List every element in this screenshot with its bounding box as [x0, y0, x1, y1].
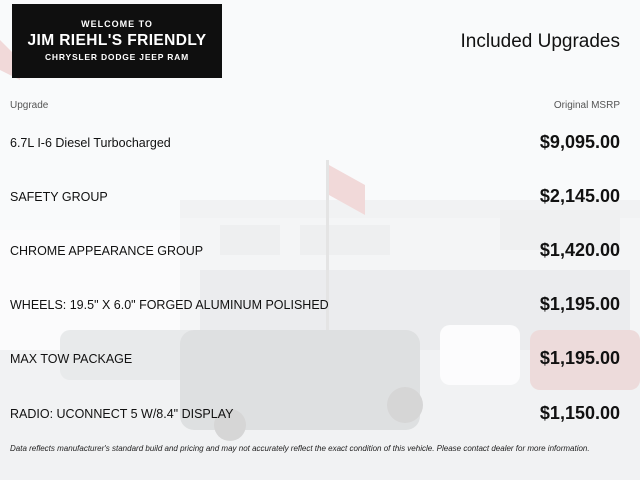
upgrade-price: $1,420.00 — [539, 240, 620, 260]
upgrade-row — [10, 132, 620, 156]
upgrade-row — [10, 348, 620, 372]
upgrade-price: $1,195.00 — [539, 294, 620, 314]
page-title: Included Upgrades — [460, 31, 620, 52]
logo-dealer-name: JIM RIEHL'S FRIENDLY — [27, 32, 207, 49]
upgrade-row — [10, 240, 620, 264]
upgrade-price: $2,145.00 — [539, 186, 620, 206]
upgrade-row — [10, 403, 620, 427]
dealer-logo — [12, 4, 222, 78]
logo-brands-text: CHRYSLER DODGE JEEP RAM — [44, 52, 190, 62]
upgrade-price: $1,195.00 — [539, 348, 620, 368]
upgrade-name: WHEELS: 19.5" X 6.0" FORGED ALUMINUM POLISHED — [10, 298, 329, 312]
upgrade-name: CHROME APPEARANCE GROUP — [10, 244, 204, 258]
upgrade-name: 6.7L I-6 Diesel Turbocharged — [10, 136, 171, 150]
upgrade-name: RADIO: UCONNECT 5 W/8.4" DISPLAY — [10, 407, 234, 421]
upgrade-price: $1,150.00 — [539, 403, 620, 423]
msrp-column-header: Original MSRP — [553, 100, 620, 111]
upgrade-row — [10, 294, 620, 318]
upgrade-row — [10, 186, 620, 210]
pricing-disclaimer: Data reflects manufacturer's standard build and pricing and may not accurately reflect the exact condition of this vehicle. Please contact dealer for more information. — [10, 444, 590, 453]
upgrade-name: SAFETY GROUP — [10, 190, 108, 204]
logo-welcome-text: WELCOME TO — [81, 19, 153, 29]
upgrade-name: MAX TOW PACKAGE — [10, 352, 133, 366]
upgrade-column-header: Upgrade — [10, 100, 49, 111]
upgrade-price: $9,095.00 — [539, 132, 620, 152]
